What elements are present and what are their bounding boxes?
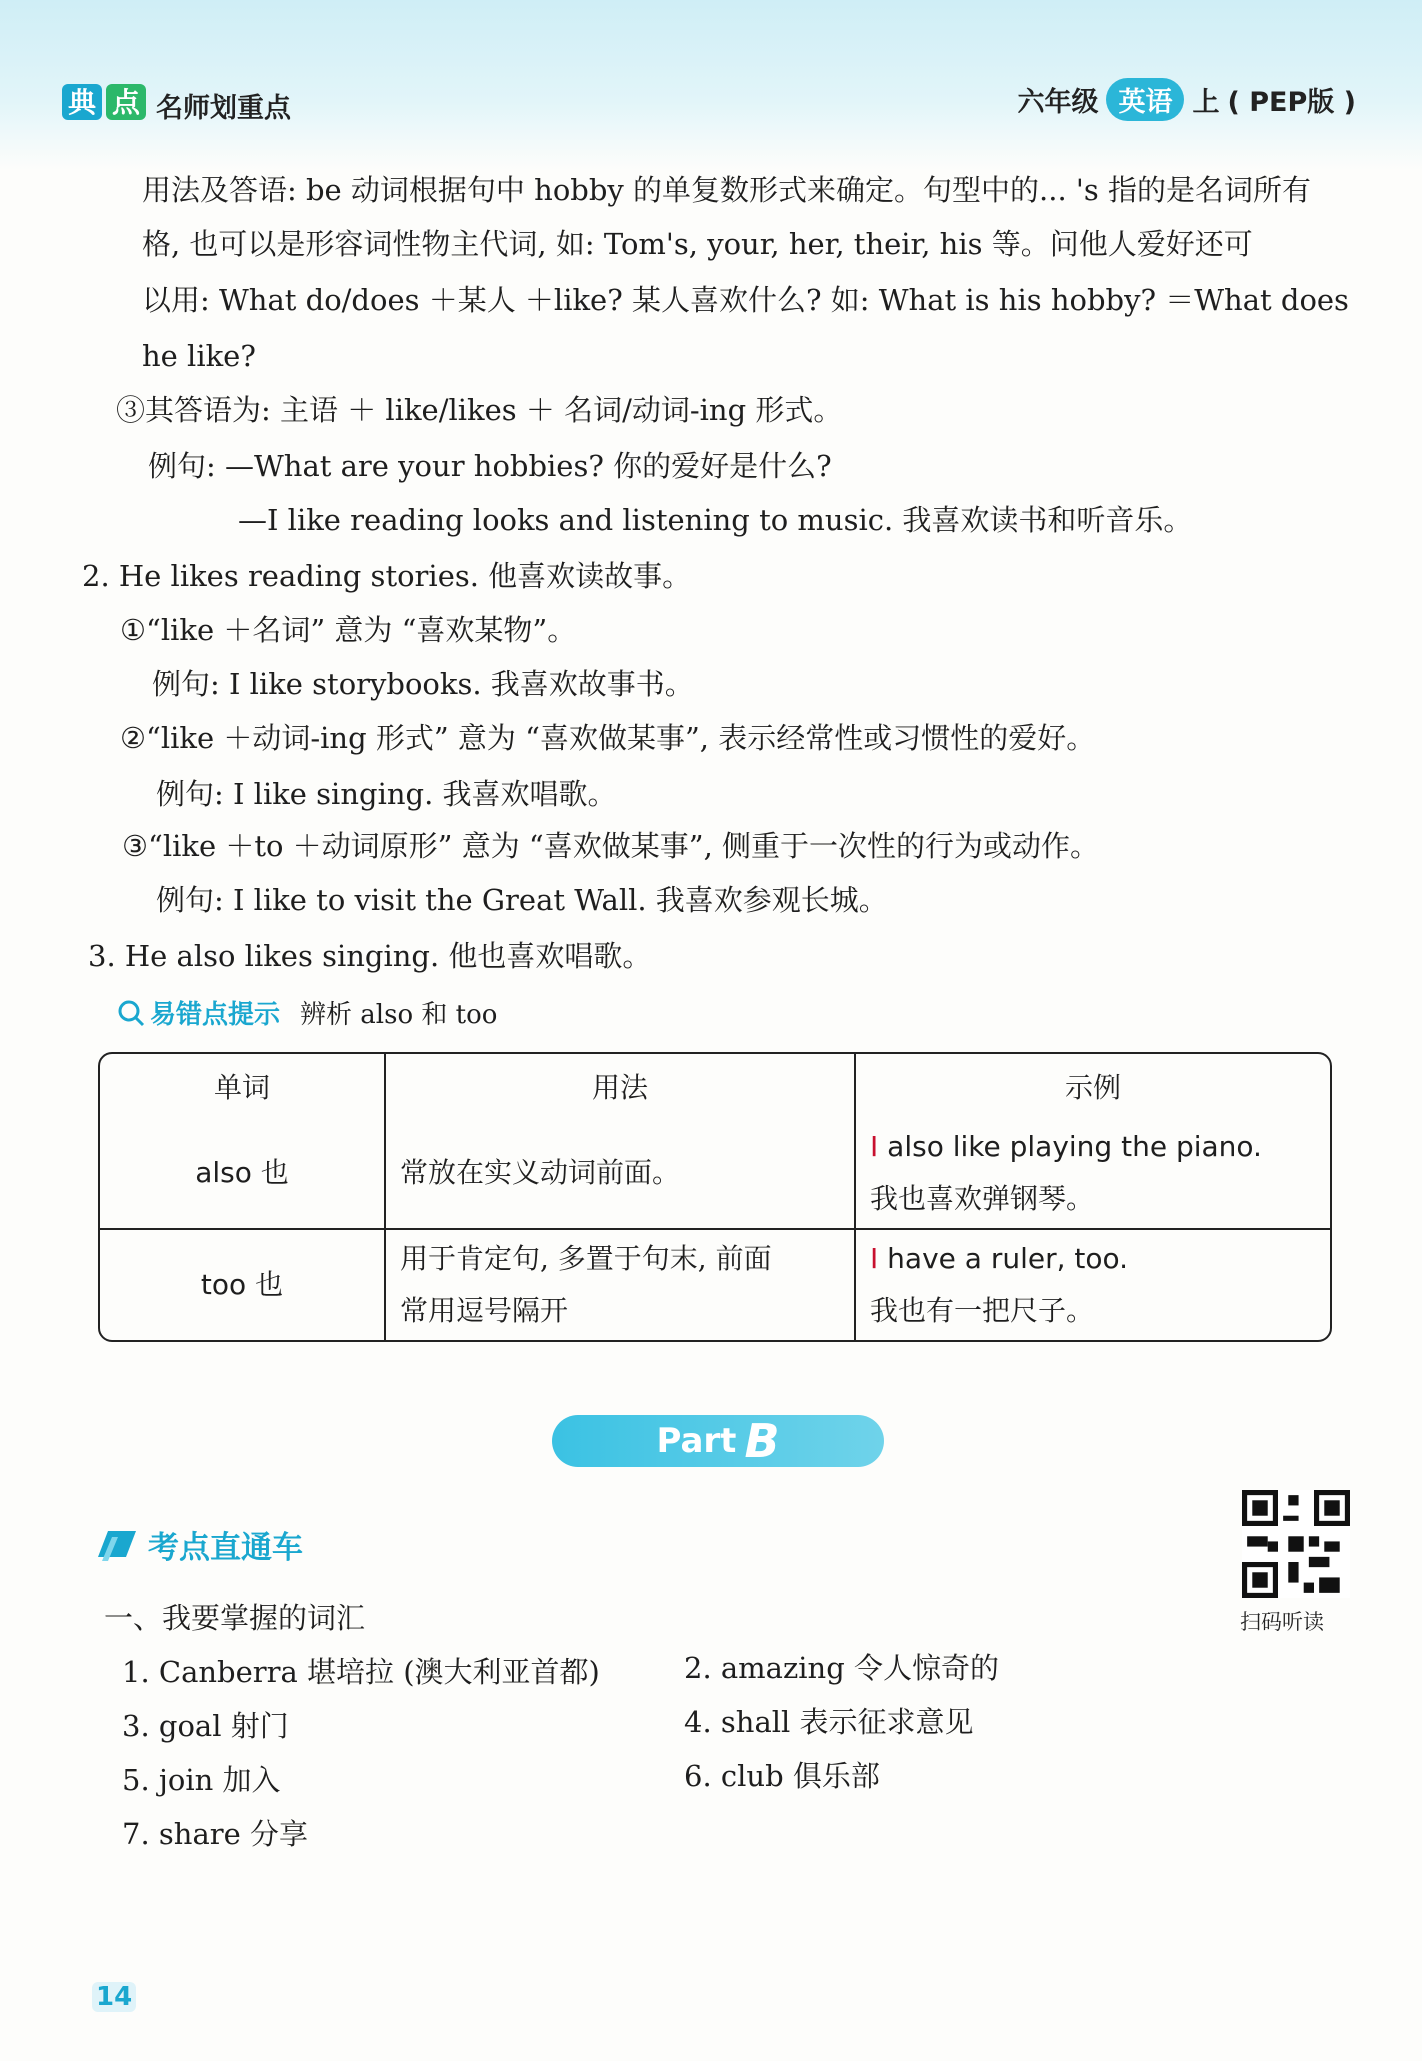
section-title-text: 考点直通车 xyxy=(148,1530,303,1566)
text-line: 例句: I like storybooks. 我喜欢故事书。 xyxy=(152,667,694,701)
page-number: 14 xyxy=(92,1982,136,2012)
word-text: also 也 xyxy=(195,1156,289,1189)
svg-text:点: 点 xyxy=(111,86,141,119)
vocab-item: 3. goal 射门 xyxy=(122,1709,289,1743)
vocab-item: 2. amazing 令人惊奇的 xyxy=(684,1651,999,1685)
pencil-book-icon xyxy=(94,1527,140,1563)
text-line: ②“like ＋动词-ing 形式” 意为 “喜欢做某事”, 表示经常性或习惯性的爱好。 xyxy=(120,721,1096,755)
text-line: 用法及答语: be 动词根据句中 hobby 的单复数形式来确定。句型中的... 's 指的是名词所有 xyxy=(142,173,1311,207)
text-line: 例句: I like singing. 我喜欢唱歌。 xyxy=(156,777,617,811)
subject-pill: 英语 xyxy=(1106,78,1184,121)
vocab-item: 7. share 分享 xyxy=(122,1817,308,1851)
example-chinese: 我也喜欢弹钢琴。 xyxy=(870,1182,1095,1215)
table-header-cell: 用法 xyxy=(386,1054,856,1118)
error-hint xyxy=(116,994,497,1031)
text-line: ③其答语为: 主语 ＋ like/likes ＋ 名词/动词-ing 形式。 xyxy=(116,393,843,427)
example-capital: I xyxy=(870,1130,879,1163)
svg-text:典: 典 xyxy=(67,86,97,119)
section-title xyxy=(94,1522,303,1567)
usage-line: 常放在实义动词前面。 xyxy=(400,1156,681,1189)
example-english-rest: also like playing the piano. xyxy=(878,1130,1262,1163)
header-grade-subject xyxy=(1017,78,1356,121)
usage-cell xyxy=(386,1118,856,1230)
qr-label: 扫码听读 xyxy=(1240,1610,1324,1634)
table-row xyxy=(100,1230,1330,1340)
table-header-cell: 示例 xyxy=(1064,1071,1121,1104)
edition-label: ( PEP版 ) xyxy=(1227,87,1356,118)
text-line: 例句: —What are your hobbies? 你的爱好是什么? xyxy=(148,449,832,483)
example-english-rest: have a ruler, too. xyxy=(878,1242,1129,1275)
example-cell xyxy=(856,1118,1330,1230)
vocab-item: 6. club 俱乐部 xyxy=(684,1759,880,1793)
text-line: 格, 也可以是形容词性物主代词, 如: Tom's, your, her, their, his 等。问他人爱好还可 xyxy=(142,227,1253,261)
text-line: 3. He also likes singing. 他也喜欢唱歌。 xyxy=(88,939,652,973)
word-text: too 也 xyxy=(200,1268,284,1301)
part-banner xyxy=(552,1415,884,1467)
example-capital: I xyxy=(870,1242,879,1275)
text-line: ③“like ＋to ＋动词原形” 意为 “喜欢做某事”, 侧重于一次性的行为或动作。 xyxy=(122,829,1100,863)
text-line: he like? xyxy=(142,339,256,373)
term-label: 上 xyxy=(1192,87,1220,118)
text-line: 例句: I like to visit the Great Wall. 我喜欢参观长城。 xyxy=(156,883,888,917)
example-cell xyxy=(856,1230,1330,1340)
text-line: ①“like ＋名词” 意为 “喜欢某物”。 xyxy=(120,613,577,647)
example-english xyxy=(870,1233,1316,1285)
example-chinese: 我也有一把尺子。 xyxy=(870,1294,1095,1327)
text-line: 2. He likes reading stories. 他喜欢读故事。 xyxy=(82,559,692,593)
part-letter: B xyxy=(744,1414,780,1468)
word-cell xyxy=(100,1230,386,1340)
table-row xyxy=(100,1118,1330,1230)
usage-cell xyxy=(386,1230,856,1340)
table-header-cell: 单词 xyxy=(100,1054,386,1118)
comparison-table xyxy=(98,1052,1332,1342)
vocab-item: 4. shall 表示征求意见 xyxy=(684,1705,974,1739)
text-line: 以用: What do/does ＋某人 ＋like? 某人喜欢什么? 如: What is his hobby? ＝What does xyxy=(142,283,1349,317)
table-header-row xyxy=(100,1054,1330,1118)
vocab-item: 1. Canberra 堪培拉 (澳大利亚首都) xyxy=(122,1655,600,1689)
hint-text: 辨析 also 和 too xyxy=(300,1000,498,1030)
vocab-subheading: 一、我要掌握的词汇 xyxy=(104,1601,366,1635)
text-line: —I like reading looks and listening to music. 我喜欢读书和听音乐。 xyxy=(238,503,1193,537)
grade-label: 六年级 xyxy=(1017,87,1099,118)
part-label: Part xyxy=(656,1421,737,1461)
hint-label: 易错点提示 xyxy=(150,1000,281,1030)
qr-code-icon xyxy=(1242,1490,1350,1598)
example-english xyxy=(870,1121,1316,1173)
series-name: 名师划重点 xyxy=(156,93,291,124)
magnifier-hint-icon xyxy=(116,998,146,1028)
series-logo xyxy=(62,78,148,124)
usage-line: 常用逗号隔开 xyxy=(400,1294,569,1327)
word-cell xyxy=(100,1118,386,1230)
usage-line: 用于肯定句, 多置于句末, 前面 xyxy=(400,1242,772,1275)
vocab-item: 5. join 加入 xyxy=(122,1763,281,1797)
